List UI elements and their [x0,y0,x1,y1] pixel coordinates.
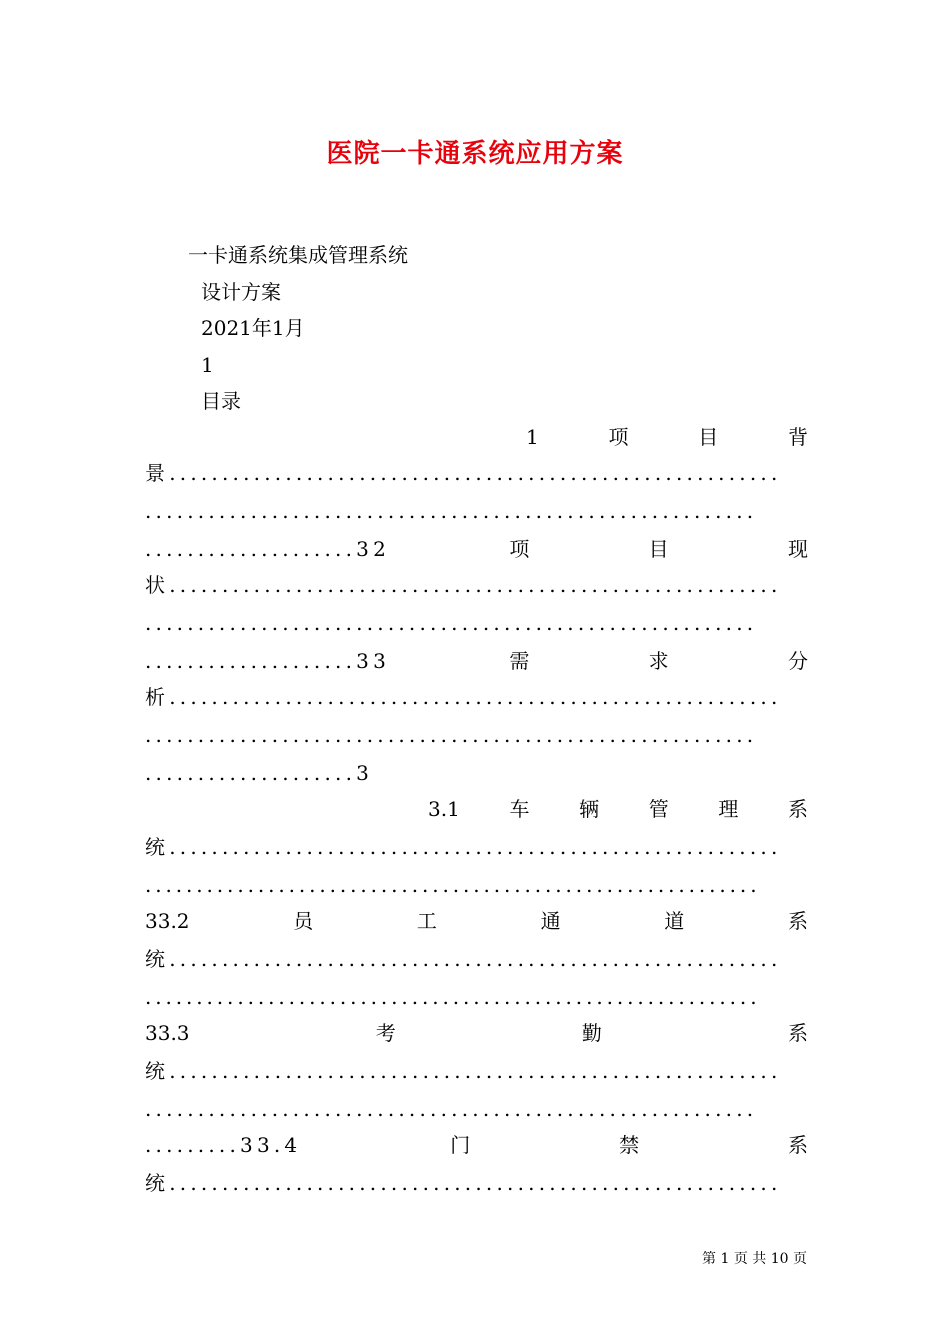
toc-token: 员 [293,909,314,933]
page-number-text: 1 [201,353,214,377]
toc-line [145,536,808,562]
toc-token: 背 [787,425,808,449]
toc-token: 需 [509,649,530,673]
toc-token: 门 [450,1133,471,1157]
toc-token: 通 [540,909,561,933]
toc-token: 系 [787,797,808,821]
toc-token: 项 [608,425,629,449]
toc-line: .......................................................... [145,1097,758,1121]
document-title: 医院一卡通系统应用方案 [326,139,624,169]
design-label: 设计方案 [201,280,281,304]
toc-line: 状.......................................................... [145,573,782,597]
toc-line: 景.......................................................... [145,461,782,485]
toc-token: 道 [664,909,685,933]
toc-token: 求 [648,649,669,673]
toc-token: 目 [698,425,719,449]
toc-line [145,908,808,934]
toc-token: 3.1 [428,797,460,821]
toc-line: .......................................................... [145,499,758,523]
toc-token: 勤 [581,1021,602,1045]
toc-line [428,796,808,822]
toc-token: 考 [375,1021,396,1045]
toc-token: 分 [787,649,808,673]
toc-token: 禁 [619,1133,640,1157]
toc-line: 统.......................................................... [145,947,782,971]
toc-token: 项 [509,537,530,561]
toc-token: 现 [787,537,808,561]
toc-token: 管 [648,797,669,821]
toc-token: 33.3 [145,1021,190,1045]
toc-token: 工 [416,909,437,933]
toc-token: ....................33 [145,649,390,673]
toc-token: 目 [648,537,669,561]
date: 2021年1月 [201,316,305,340]
subtitle: 一卡通系统集成管理系统 [188,243,408,267]
toc-line: 析.......................................................... [145,685,782,709]
toc-token: 1 [526,425,539,449]
toc-token: 33.2 [145,909,190,933]
toc-token: 理 [718,797,739,821]
toc-heading: 目录 [201,389,241,413]
toc-line [526,424,808,450]
toc-line: 统.......................................................... [145,835,782,859]
toc-line: 统.......................................................... [145,1059,782,1083]
toc-token: .........33.4 [145,1133,302,1157]
toc-line: .......................................................... [145,611,758,635]
toc-token: 辆 [579,797,600,821]
toc-token: 系 [787,909,808,933]
toc-token: 系 [787,1133,808,1157]
toc-line: ....................3 [145,761,374,785]
toc-token: 系 [788,1021,808,1045]
toc-line: 统.......................................................... [145,1171,782,1195]
toc-token: ....................32 [145,537,390,561]
page-footer: 第 1 页 共 10 页 [702,1251,807,1267]
toc-line [145,648,808,674]
toc-line: .......................................................... [145,723,758,747]
toc-line [145,1132,808,1158]
toc-line [145,1020,808,1046]
toc-line: ............................................................ [145,873,761,897]
toc-line: ............................................................ [145,985,761,1009]
toc-token: 车 [509,797,530,821]
